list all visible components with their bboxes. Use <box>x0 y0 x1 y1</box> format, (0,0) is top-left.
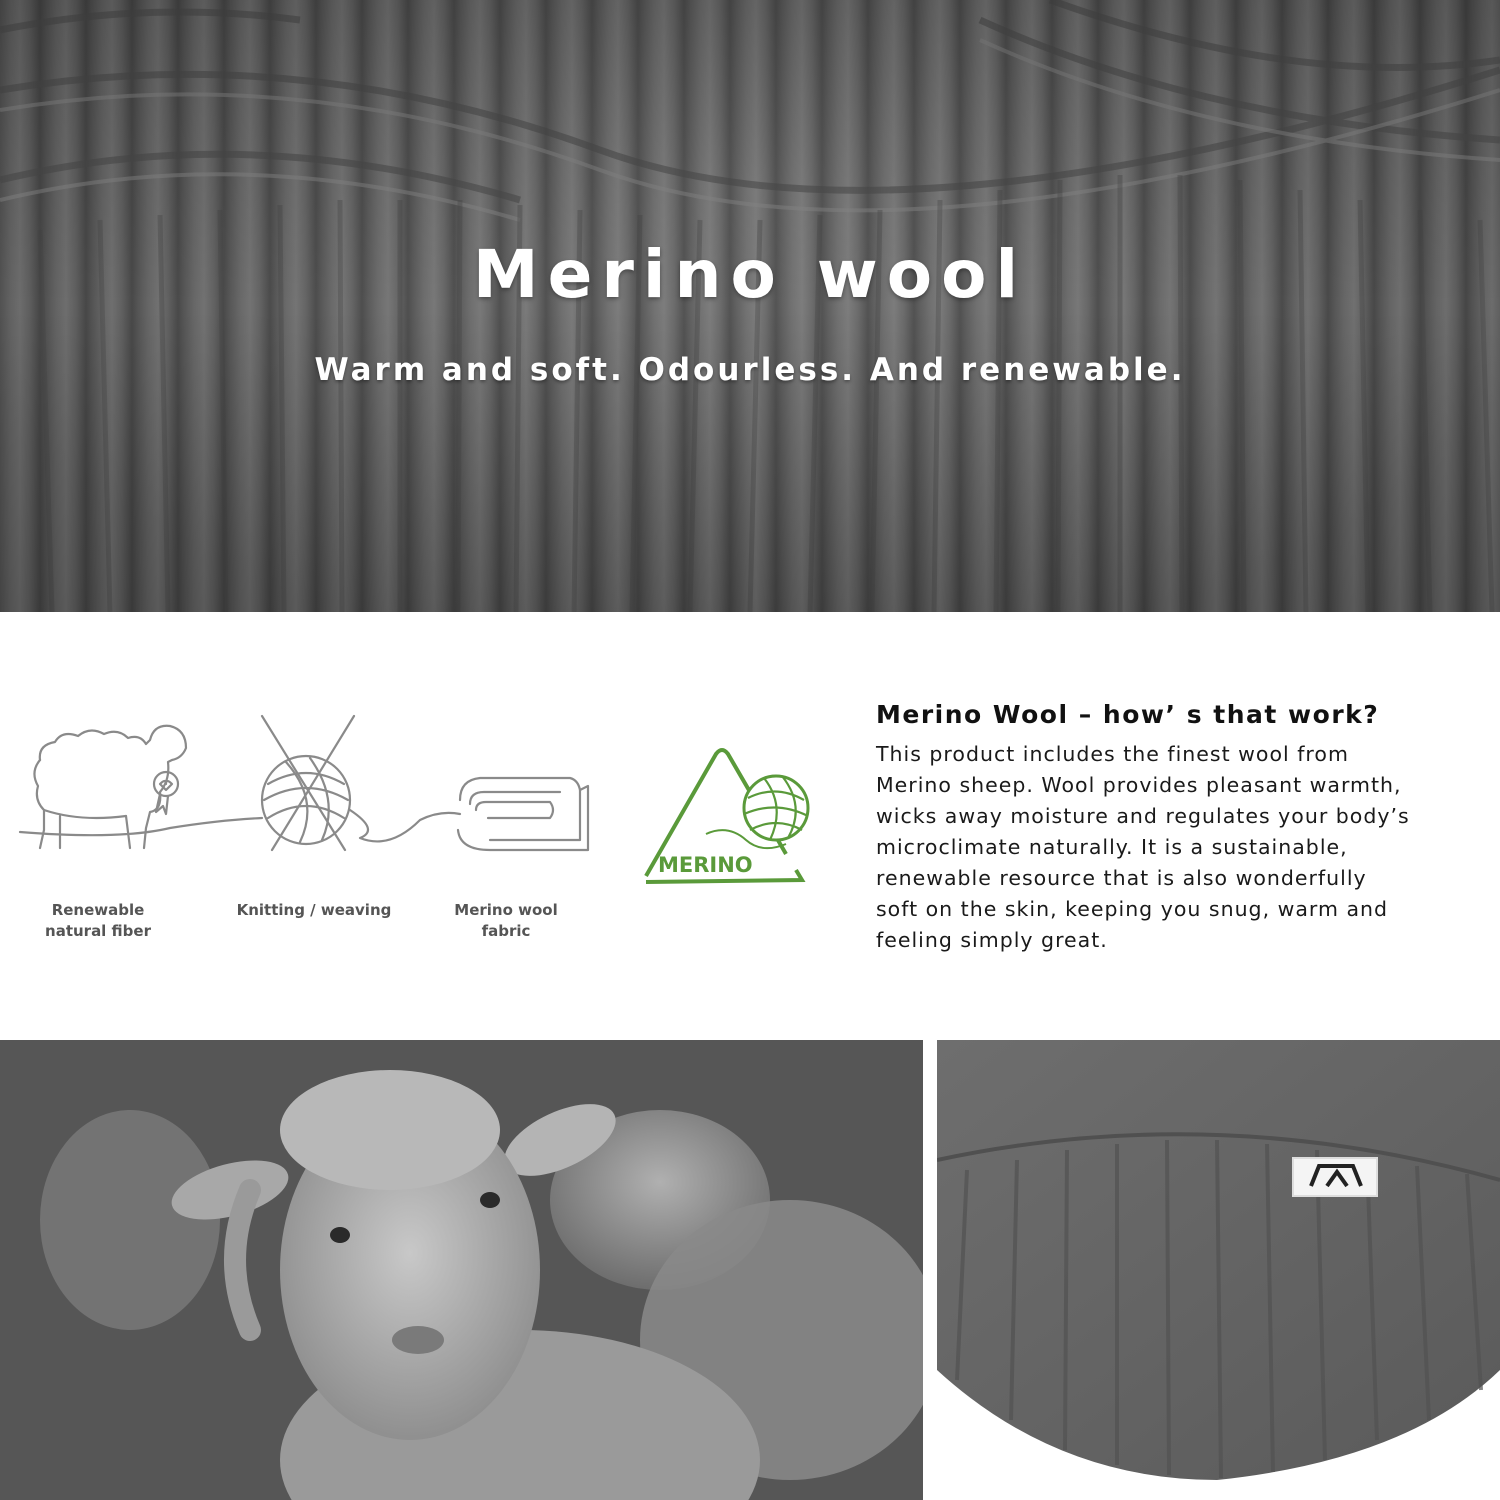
explainer-line: renewable resource that is also wonderfully <box>876 866 1367 890</box>
hero-title: Merino wool <box>472 236 1028 313</box>
explainer-body <box>876 739 1476 956</box>
beanie-photo-image <box>937 1040 1500 1500</box>
process-illustration <box>0 700 620 860</box>
folded-fabric-icon <box>458 778 588 850</box>
step-label-knitting: Knitting / weaving <box>236 901 392 919</box>
explainer-line: This product includes the finest wool from <box>876 742 1349 766</box>
hero-subtitle: Warm and soft. Odourless. And renewable. <box>314 352 1186 388</box>
step-label-fabric: Merino wool fabric <box>454 901 558 940</box>
explainer-line: Merino sheep. Wool provides pleasant warmth, <box>876 773 1402 797</box>
explainer-heading: Merino Wool – how’ s that work? <box>876 700 1380 729</box>
explainer-line: wicks away moisture and regulates your body’s <box>876 804 1410 828</box>
badge-text: MERINO <box>658 853 753 877</box>
sheep-photo <box>0 1040 923 1500</box>
yarn-ball-icon <box>262 716 354 850</box>
explainer-line: feeling simply great. <box>876 928 1108 952</box>
explainer-panel <box>876 700 1476 956</box>
beanie-photo <box>937 1040 1500 1500</box>
hero-knit-banner <box>0 0 1500 612</box>
step-label-renewable: Renewable natural fiber <box>45 901 151 940</box>
sheep-photo-image <box>0 1040 923 1500</box>
merino-badge-icon <box>636 744 820 888</box>
explainer-line: microclimate naturally. It is a sustainable, <box>876 835 1348 859</box>
explainer-line: soft on the skin, keeping you snug, warm and <box>876 897 1389 921</box>
